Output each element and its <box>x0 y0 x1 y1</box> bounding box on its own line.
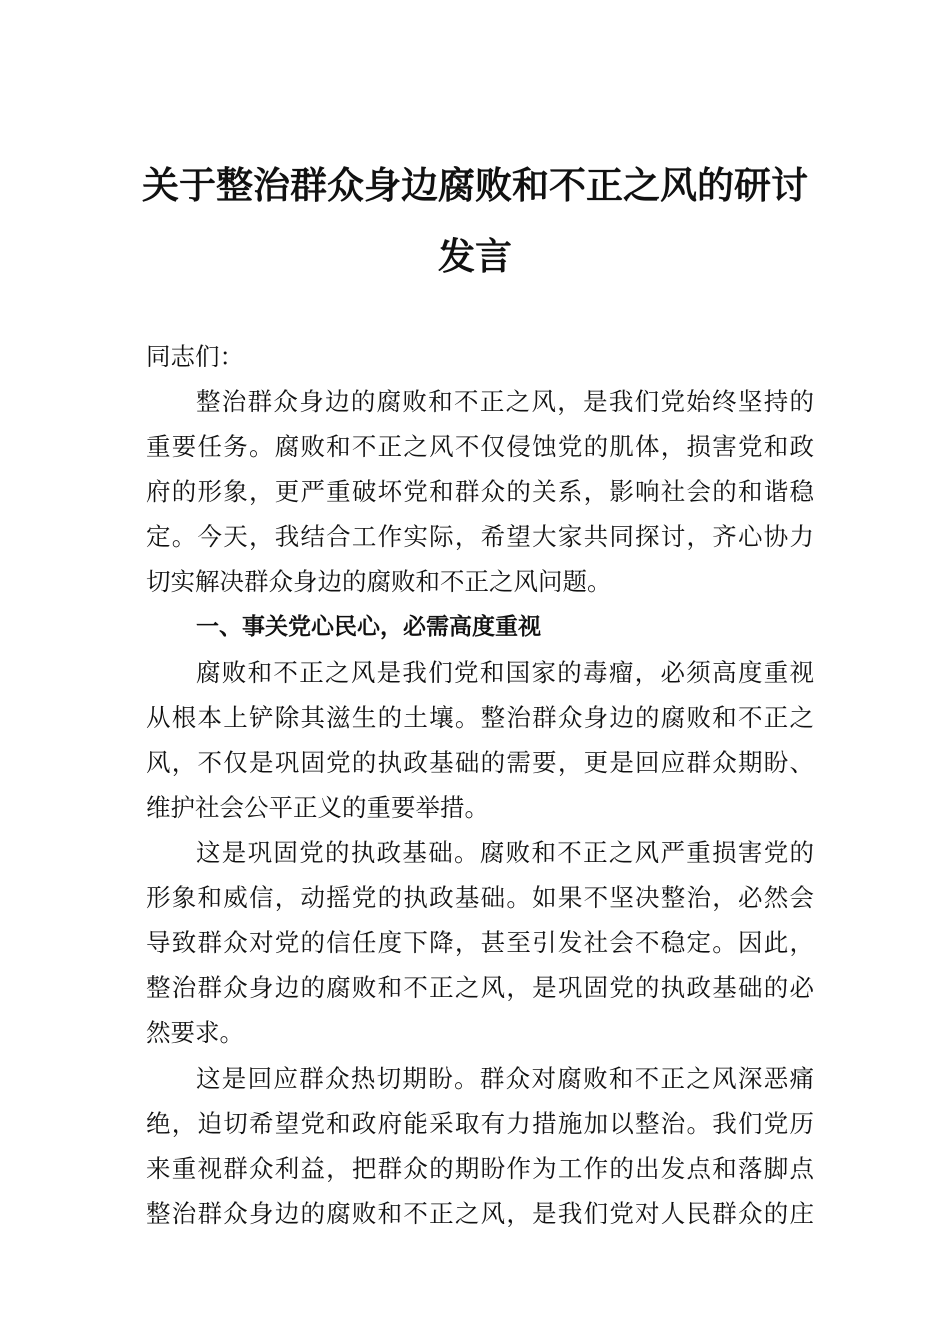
paragraph-line: 从根本上铲除其滋生的土壤。整治群众身边的腐败和不正之 <box>146 702 814 732</box>
paragraph-line: 这是回应群众热切期盼。群众对腐败和不正之风深恶痛 <box>196 1063 814 1093</box>
paragraph-line: 来重视群众利益，把群众的期盼作为工作的出发点和落脚点 <box>146 1153 814 1183</box>
paragraph-line: 这是巩固党的执政基础。腐败和不正之风严重损害党的 <box>196 838 814 868</box>
paragraph-line: 整治群众身边的腐败和不正之风，是我们党始终坚持的 <box>196 387 814 417</box>
paragraph-line: 重要任务。腐败和不正之风不仅侵蚀党的肌体，损害党和政 <box>146 432 814 462</box>
paragraph-line: 导致群众对党的信任度下降，甚至引发社会不稳定。因此， <box>146 928 814 958</box>
paragraph-line: 整治群众身边的腐败和不正之风，是我们党对人民群众的庄 <box>146 1198 814 1228</box>
paragraph-line: 形象和威信，动摇党的执政基础。如果不坚决整治，必然会 <box>146 883 814 913</box>
paragraph-line: 府的形象，更严重破坏党和群众的关系，影响社会的和谐稳 <box>146 477 814 507</box>
paragraph-section-1 <box>146 650 814 830</box>
paragraph-line: 腐败和不正之风是我们党和国家的毒瘤，必须高度重视 <box>196 657 814 687</box>
paragraph-intro <box>146 379 814 604</box>
section-heading: 一、事关党心民心，必需高度重视 <box>196 613 541 640</box>
paragraph-line: 定。今天，我结合工作实际，希望大家共同探讨，齐心协力 <box>146 522 814 552</box>
document-title-line-2: 发言 <box>438 234 512 278</box>
paragraph-governance-foundation <box>146 830 814 1055</box>
paragraph-line: 整治群众身边的腐败和不正之风，是巩固党的执政基础的必 <box>146 973 814 1003</box>
paragraph-line: 然要求。 <box>146 1018 244 1048</box>
document-body <box>146 334 814 1236</box>
paragraph-line: 维护社会公平正义的重要举措。 <box>146 792 489 822</box>
paragraph-line: 绝，迫切希望党和政府能采取有力措施加以整治。我们党历 <box>146 1108 814 1138</box>
paragraph-line: 风，不仅是巩固党的执政基础的需要，更是回应群众期盼、 <box>146 747 814 777</box>
salutation: 同志们： <box>146 342 244 371</box>
paragraph-public-expectations <box>146 1056 814 1236</box>
paragraph-line: 切实解决群众身边的腐败和不正之风问题。 <box>146 567 612 597</box>
document-title-line-1: 关于整治群众身边腐败和不正之风的研讨 <box>142 163 808 207</box>
